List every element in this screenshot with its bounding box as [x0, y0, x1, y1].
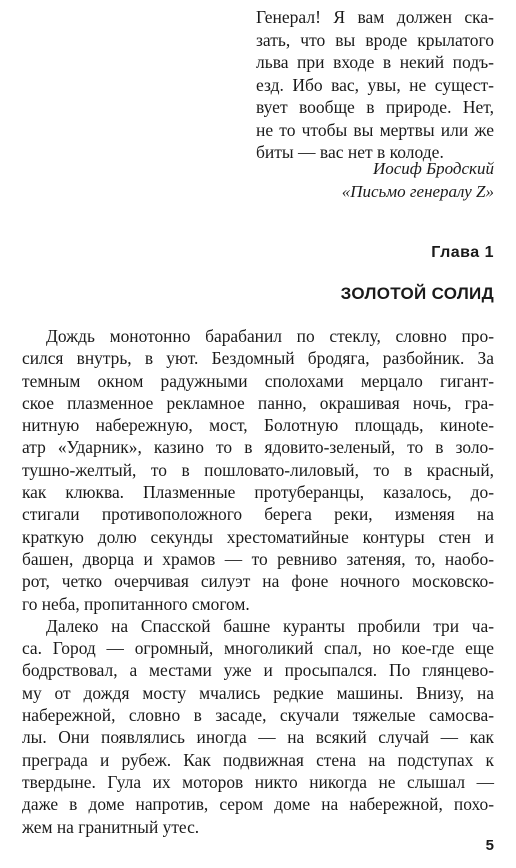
paragraph	[22, 325, 494, 615]
paragraph	[22, 615, 494, 838]
text-line: темным окном радужными сполохами мерцало гигант-	[22, 370, 494, 391]
text-line: бодрствовал, а местами уже и просыпался. По глянцево-	[22, 660, 494, 681]
epigraph-line: биты — вас нет в колоде.	[256, 142, 444, 162]
epigraph-line: Генерал! Я вам должен ска-	[256, 7, 494, 27]
epigraph-line: езд. Ибо вас, увы, не сущест-	[256, 74, 494, 95]
text-line: Дождь монотонно барабанил по стеклу, словно про-	[46, 326, 494, 346]
text-line: башен, дворца и храмов — то ревниво затеняя, то, наобо-	[22, 548, 494, 569]
text-line: рот, четко очерчивая силуэт на фоне ночного московско-	[22, 571, 494, 592]
epigraph-source: «Письмо генералу Z»	[341, 182, 494, 201]
text-line: Далеко на Спасской башне куранты пробили три ча-	[46, 615, 494, 636]
text-line: жем на гранитный утес.	[22, 816, 200, 837]
text-line: нитную набережную, мост, Болотную площадь, кинote-	[22, 415, 494, 436]
text-line: го неба, пропитанного смогом.	[22, 593, 250, 614]
text-line: даже в доме напротив, сером доме на набережной, похо-	[22, 794, 494, 815]
text-line: ское плазменное рекламное панно, окрашивая ночь, гра-	[22, 392, 494, 413]
chapter-number: Глава 1	[431, 244, 494, 261]
epigraph-line: вует вообще в природе. Нет,	[256, 97, 494, 117]
epigraph-line: льва при входе в некий подъ-	[256, 52, 494, 72]
text-line: са. Город — огромный, многоликий спал, но кое-где еще	[22, 638, 494, 659]
page-number: 5	[485, 837, 494, 854]
text-line: преграда и рубеж. Как подвижная стена на подступах к	[22, 749, 494, 770]
epigraph-line: зать, что вы вроде крылатого	[256, 29, 494, 50]
text-line: как клюква. Плазменные протуберанцы, казалось, до-	[22, 482, 494, 503]
text-line: набережной, словно в засаде, скучали тяжелые самосва-	[22, 705, 494, 726]
text-line: му от дождя мосту мчались редкие машины. Внизу, на	[22, 682, 494, 703]
epigraph-attribution	[342, 157, 494, 203]
text-line: твердыне. Гула их моторов никто никогда не слышал —	[22, 771, 494, 792]
text-line: тушно-желтый, то в пошловато-лиловый, то в красный,	[22, 459, 494, 480]
epigraph-author: Иосиф Бродский	[372, 159, 494, 178]
text-line: стигали противоположного берега реки, изменяя на	[22, 504, 494, 525]
epigraph	[256, 6, 494, 164]
chapter-title: ЗОЛОТОЙ СОЛИД	[340, 284, 494, 303]
body-text	[22, 325, 494, 838]
text-line: краткую долю секунды хрестоматийные контуры стен и	[22, 526, 494, 547]
epigraph-line: не то чтобы вы мертвы или же	[256, 119, 494, 140]
text-line: атр «Ударник», казино то в ядовито-зеленый, то в золо-	[22, 437, 494, 458]
text-line: лы. Они появлялись иногда — на всякий случай — как	[22, 727, 494, 748]
text-line: сился внутрь, в уют. Бездомный бродяга, разбойник. За	[22, 348, 494, 369]
